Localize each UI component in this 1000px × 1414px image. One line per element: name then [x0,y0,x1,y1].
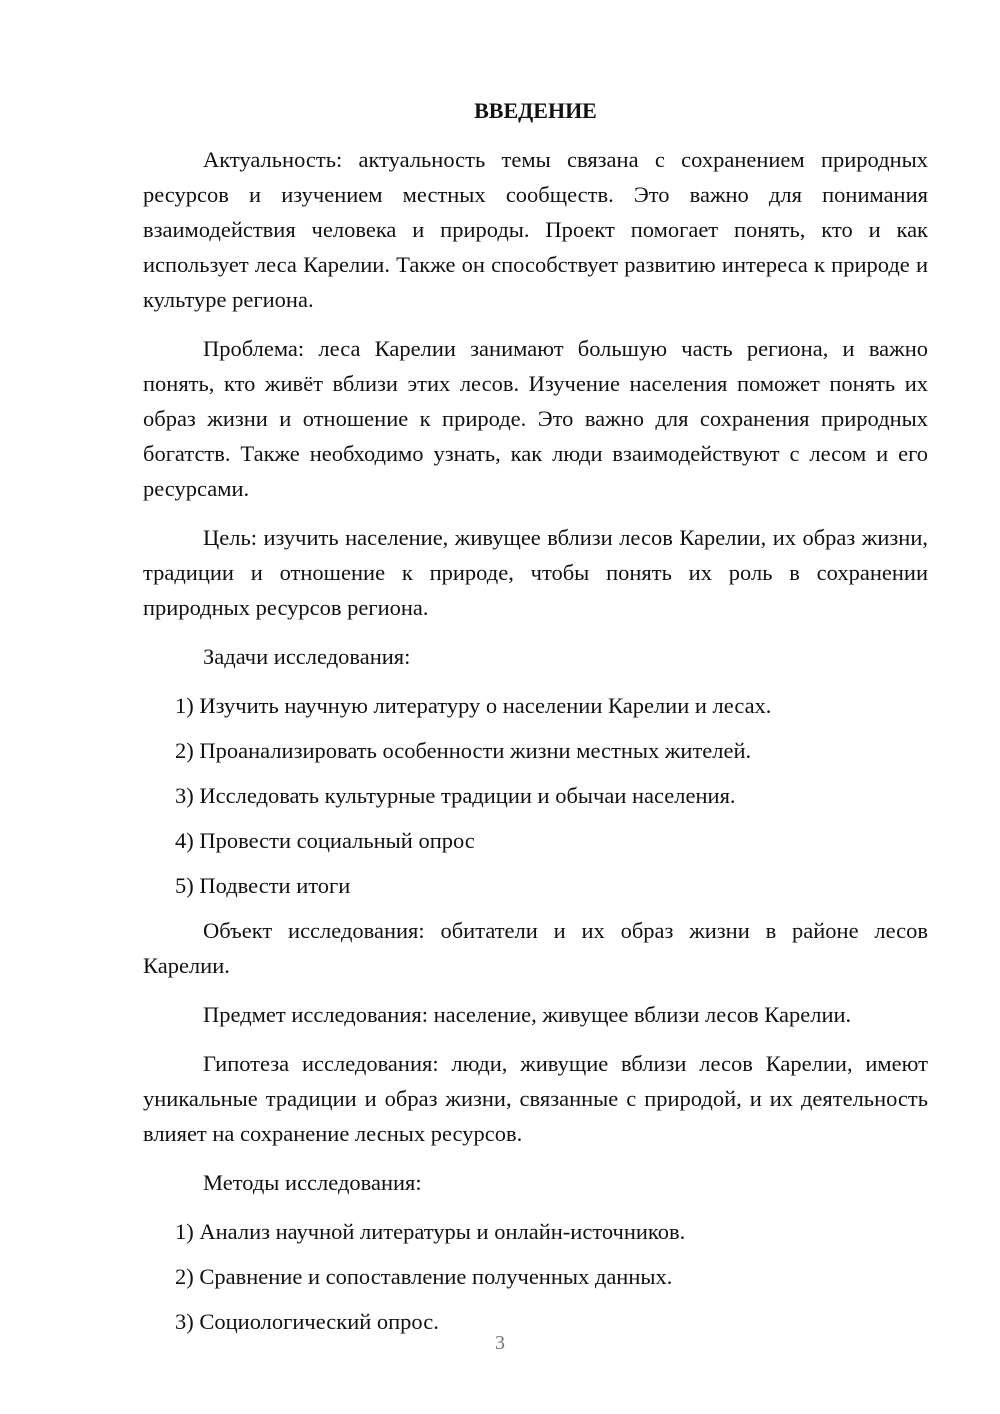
methods-list [143,1214,928,1339]
section-title: ВВЕДЕНИЕ [474,98,597,123]
object-paragraph: Объект исследования: обитатели и их образ жизни в районе лесов Карелии. [143,918,928,978]
list-item: 1) Изучить научную литературу о населении Карелии и лесах. [175,693,772,718]
list-item: 2) Проанализировать особенности жизни местных жителей. [175,738,752,763]
relevance-paragraph: Актуальность: актуальность темы связана с сохранением природных ресурсов и изучением местных сообществ. Это важно для понимания взаимодействия человека и природы. Проект помогает понять, кто и как использует леса Карелии. Также он способствует развитию интереса к природе и культуре региона. [143,147,928,312]
problem-paragraph: Проблема: леса Карелии занимают большую часть региона, и важно понять, кто живёт вблизи этих лесов. Изучение населения поможет понять их образ жизни и отношение к природе. Это важно для сохранения природных богатств. Также необходимо узнать, как люди взаимодействуют с лесом и его ресурсами. [143,336,928,501]
list-item: 2) Сравнение и сопоставление полученных данных. [175,1264,673,1289]
page-number: 3 [495,1332,505,1354]
methods-heading: Методы исследования: [203,1170,422,1195]
page-content [143,94,928,1349]
list-item: 1) Анализ научной литературы и онлайн-источников. [175,1219,686,1244]
list-item: 5) Подвести итоги [175,873,351,898]
tasks-list [143,688,928,903]
list-item: 3) Исследовать культурные традиции и обычаи населения. [175,783,736,808]
subject-paragraph: Предмет исследования: население, живущее вблизи лесов Карелии. [203,1002,852,1027]
tasks-heading: Задачи исследования: [203,644,411,669]
hypothesis-paragraph: Гипотеза исследования: люди, живущие вблизи лесов Карелии, имеют уникальные традиции и образ жизни, связанные с природой, и их деятельность влияет на сохранение лесных ресурсов. [143,1051,928,1146]
list-item: 4) Провести социальный опрос [175,828,475,853]
goal-paragraph: Цель: изучить население, живущее вблизи лесов Карелии, их образ жизни, традиции и отношение к природе, чтобы понять их роль в сохранении природных ресурсов региона. [143,525,928,620]
list-item: 3) Социологический опрос. [175,1309,439,1334]
